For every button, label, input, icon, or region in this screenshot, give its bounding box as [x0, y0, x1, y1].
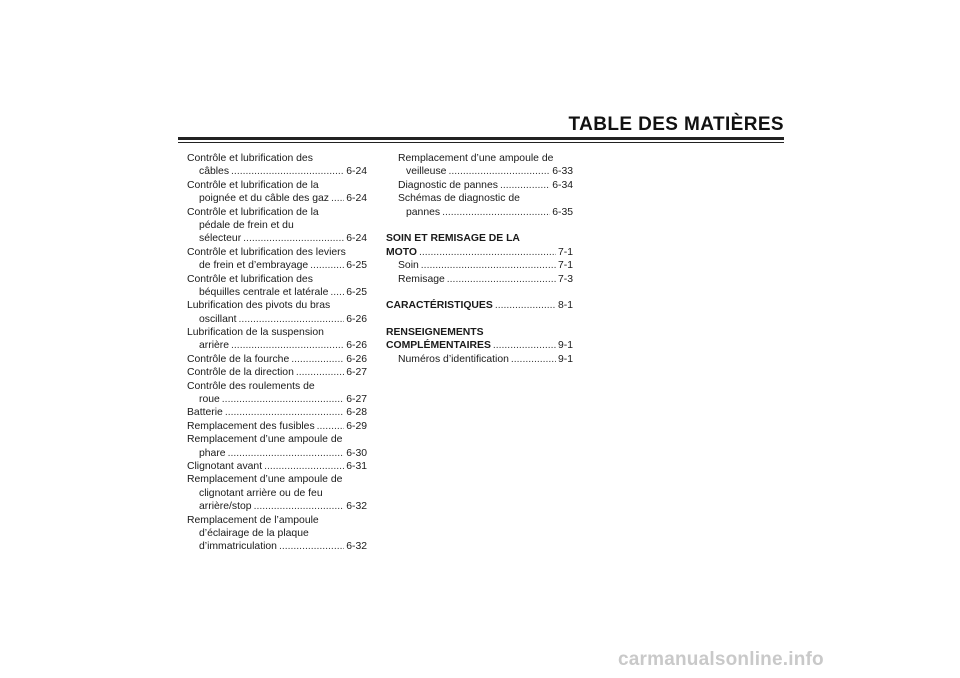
toc-page-number: 6-28: [346, 407, 367, 419]
toc-entry-text: Schémas de diagnostic de: [398, 193, 520, 205]
toc-entry-text: Remplacement d’une ampoule de: [187, 434, 343, 446]
toc-entry-text: Remplacement de l’ampoule: [187, 514, 319, 526]
toc-leader-dots: [279, 540, 344, 553]
toc-entry-text: RENSEIGNEMENTS: [386, 327, 484, 339]
toc-entry-continuation: [187, 433, 367, 446]
toc-entry[interactable]: [386, 299, 573, 312]
toc-entry-text: Contrôle et lubrification des: [187, 273, 313, 285]
toc-entry[interactable]: [386, 246, 573, 259]
toc-leader-dots: [511, 353, 556, 366]
toc-entry-text: Contrôle et lubrification de la: [187, 179, 319, 191]
toc-entry-text: Contrôle des roulements de: [187, 380, 315, 392]
toc-right-column: [386, 152, 573, 366]
toc-entry-text: MOTO: [386, 246, 417, 258]
toc-entry-continuation: [386, 152, 573, 165]
toc-entry-text: arrière/stop: [199, 501, 252, 513]
toc-entry-text: Remplacement d’une ampoule de: [187, 474, 343, 486]
toc-entry-text: Remplacement d’une ampoule de: [398, 153, 554, 164]
toc-page-number: 6-30: [346, 447, 367, 459]
toc-entry-text: Contrôle et lubrification des leviers: [187, 246, 346, 258]
toc-entry-text: Remisage: [398, 273, 445, 285]
toc-entry-text: Batterie: [187, 407, 223, 419]
toc-page-number: 6-27: [346, 394, 367, 406]
toc-entry-text: Lubrification de la suspension: [187, 327, 324, 339]
toc-entry-text: CARACTÉRISTIQUES: [386, 300, 493, 312]
toc-entry-continuation: [187, 273, 367, 286]
toc-entry[interactable]: [386, 273, 573, 286]
toc-left-column: [187, 152, 367, 554]
toc-entry-continuation: [187, 299, 367, 312]
toc-entry[interactable]: [187, 500, 367, 513]
toc-leader-dots: [228, 447, 345, 460]
toc-entry-text: arrière: [199, 340, 230, 352]
toc-leader-dots: [264, 460, 344, 473]
toc-entry-continuation: [187, 514, 367, 527]
toc-leader-dots: [231, 165, 344, 178]
toc-entry-text: poignée et du câble des gaz: [199, 193, 329, 205]
toc-leader-dots: [448, 165, 550, 178]
toc-leader-dots: [330, 286, 344, 299]
toc-leader-dots: [442, 206, 550, 219]
toc-leader-dots: [419, 246, 556, 259]
page-title: TABLE DES MATIÈRES: [568, 114, 784, 135]
toc-entry-text: Contrôle de la fourche: [187, 353, 290, 365]
toc-entry-text: Contrôle de la direction: [187, 367, 294, 379]
toc-entry[interactable]: [386, 339, 573, 352]
toc-entry[interactable]: [386, 206, 573, 219]
toc-entry[interactable]: [187, 339, 367, 352]
toc-entry[interactable]: [187, 313, 367, 326]
toc-leader-dots: [495, 299, 556, 312]
toc-entry-text: d’éclairage de la plaque: [199, 527, 309, 539]
toc-leader-dots: [243, 232, 344, 245]
toc-entry-text: COMPLÉMENTAIRES: [386, 340, 491, 352]
toc-page-number: 6-26: [346, 313, 367, 325]
toc-page-number: 7-3: [557, 273, 573, 285]
toc-entry[interactable]: [187, 366, 367, 379]
toc-page-number: 6-31: [346, 460, 367, 472]
toc-entry[interactable]: [187, 232, 367, 245]
toc-page-number: 6-25: [346, 286, 367, 298]
toc-page-number: 9-1: [557, 340, 573, 352]
toc-leader-dots: [225, 406, 344, 419]
toc-entry-text: béquilles centrale et latérale: [199, 286, 329, 298]
toc-page-number: 6-29: [346, 420, 367, 432]
toc-entry-continuation: [187, 380, 367, 393]
toc-entry-text: Soin: [398, 260, 419, 272]
toc-entry-text: Diagnostic de pannes: [398, 179, 498, 191]
toc-entry-continuation: [187, 326, 367, 339]
toc-page-number: 6-32: [346, 541, 367, 553]
toc-entry[interactable]: [187, 259, 367, 272]
toc-entry-text: Numéros d’identification: [398, 353, 509, 365]
toc-page-number: 6-25: [346, 260, 367, 272]
toc-entry-continuation: [187, 246, 367, 259]
toc-entry-continuation: [187, 206, 367, 219]
toc-entry[interactable]: [187, 165, 367, 178]
toc-page-number: 8-1: [557, 300, 573, 312]
toc-page-number: 6-27: [346, 367, 367, 379]
toc-spacer: [386, 313, 573, 326]
toc-entry[interactable]: [386, 179, 573, 192]
toc-entry-text: Contrôle et lubrification des: [187, 153, 313, 164]
toc-entry-text: Lubrification des pivots du bras: [187, 300, 331, 312]
toc-entry[interactable]: [386, 259, 573, 272]
toc-entry-text: Clignotant avant: [187, 460, 263, 472]
toc-entry-text: pédale de frein et du: [199, 219, 294, 231]
toc-leader-dots: [493, 339, 556, 352]
toc-entry[interactable]: [187, 420, 367, 433]
toc-entry-text: clignotant arrière ou de feu: [199, 487, 323, 499]
toc-leader-dots: [239, 313, 345, 326]
toc-entry-continuation: [187, 487, 367, 500]
toc-entry-text: phare: [199, 447, 226, 459]
toc-entry-text: Contrôle et lubrification de la: [187, 206, 319, 218]
toc-spacer: [386, 219, 573, 232]
toc-entry[interactable]: [187, 353, 367, 366]
toc-entry-continuation: [187, 473, 367, 486]
toc-page-number: 7-1: [557, 260, 573, 272]
toc-leader-dots: [317, 420, 345, 433]
toc-leader-dots: [296, 366, 344, 379]
toc-entry[interactable]: [187, 406, 367, 419]
toc-entry-continuation: [187, 527, 367, 540]
toc-entry[interactable]: [187, 460, 367, 473]
toc-entry[interactable]: [187, 286, 367, 299]
toc-leader-dots: [447, 273, 556, 286]
toc-leader-dots: [331, 192, 344, 205]
toc-leader-dots: [222, 393, 344, 406]
toc-leader-dots: [291, 353, 344, 366]
toc-page-number: 6-35: [552, 206, 573, 218]
toc-entry[interactable]: [187, 393, 367, 406]
toc-entry-continuation: [187, 152, 367, 165]
toc-leader-dots: [500, 179, 550, 192]
toc-page-number: 6-33: [552, 166, 573, 178]
title-rule-thin: [178, 142, 784, 143]
toc-leader-dots: [231, 339, 344, 352]
toc-page-number: 6-24: [346, 233, 367, 245]
toc-entry-text: veilleuse: [406, 166, 447, 178]
toc-entry[interactable]: [187, 540, 367, 553]
toc-entry[interactable]: [187, 447, 367, 460]
toc-entry-text: câbles: [199, 166, 230, 178]
toc-entry-text: pannes: [406, 206, 441, 218]
toc-entry-text: d’immatriculation: [199, 541, 277, 553]
toc-entry-text: de frein et d’embrayage: [199, 260, 309, 272]
toc-entry-continuation: [386, 232, 573, 245]
watermark: carmanualsonline.info: [618, 649, 824, 670]
toc-spacer: [386, 286, 573, 299]
toc-entry-text: SOIN ET REMISAGE DE LA: [386, 233, 520, 245]
toc-entry-continuation: [187, 219, 367, 232]
toc-entry-text: oscillant: [199, 313, 237, 325]
toc-page-number: 6-26: [346, 340, 367, 352]
toc-page-number: 6-26: [346, 353, 367, 365]
toc-entry-text: Remplacement des fusibles: [187, 420, 315, 432]
toc-entry[interactable]: [187, 192, 367, 205]
toc-entry[interactable]: [386, 353, 573, 366]
toc-page-number: 6-34: [552, 179, 573, 191]
toc-entry-continuation: [386, 192, 573, 205]
toc-entry-continuation: [386, 326, 573, 339]
toc-entry-continuation: [187, 179, 367, 192]
toc-page-number: 6-32: [346, 501, 367, 513]
toc-page-number: 9-1: [557, 353, 573, 365]
toc-entry-text: roue: [199, 394, 220, 406]
toc-leader-dots: [310, 259, 344, 272]
toc-page-number: 7-1: [557, 246, 573, 258]
toc-page-number: 6-24: [346, 166, 367, 178]
toc-leader-dots: [421, 259, 556, 272]
toc-entry-text: sélecteur: [199, 233, 242, 245]
toc-entry[interactable]: [386, 165, 573, 178]
toc-page-number: 6-24: [346, 193, 367, 205]
title-rule-thick: [178, 137, 784, 140]
toc-leader-dots: [254, 500, 345, 513]
